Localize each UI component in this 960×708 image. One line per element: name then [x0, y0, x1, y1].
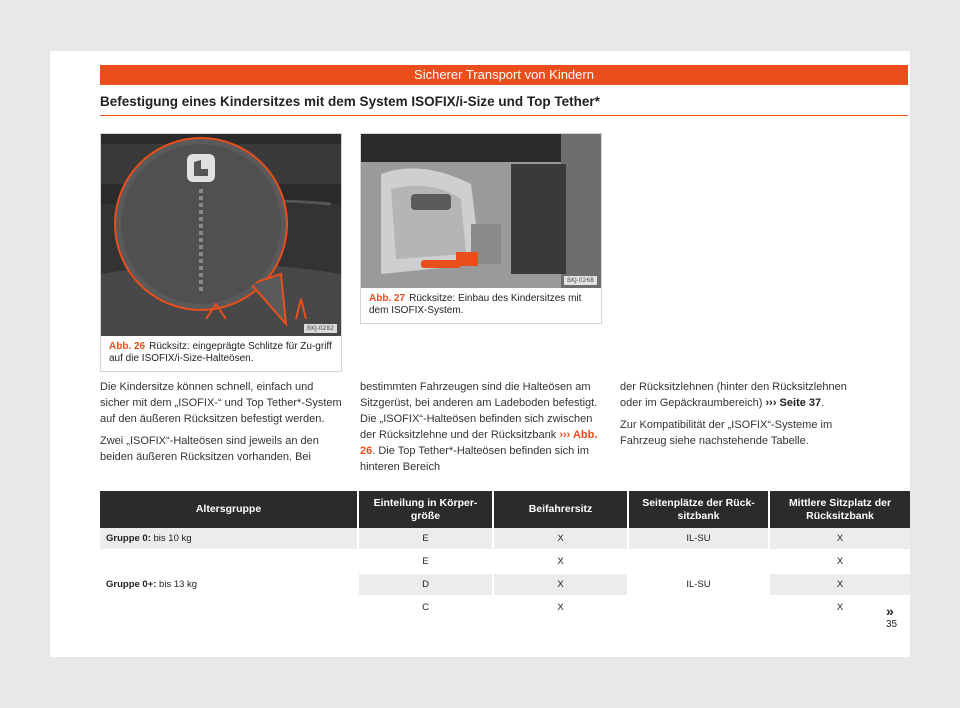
figure-label: Abb. 27 [369, 293, 406, 304]
figure-caption [361, 288, 601, 323]
table-cell: E [358, 550, 493, 573]
section-header: Sicherer Transport von Kindern [100, 65, 908, 85]
table-cell: C [358, 596, 493, 619]
figure-caption [101, 336, 341, 371]
table-row [100, 528, 910, 550]
text-column-2 [360, 379, 602, 481]
paragraph: der Rücksitzlehnen (hinter den Rücksitzlehnen oder im Gepäckraumbereich) ››› Seite 37. [620, 381, 847, 409]
table-cell: X [769, 528, 910, 550]
paragraph: bestimmten Fahrzeugen sind die Halteösen am Sitzgerüst, bei anderen am Ladeboden befestigt. Die „ISOFIX“-Halteösen befinden sich zwischen der Rücksitzlehne und der Rücksitzbank ››› Abb. 26. Die Top Tether*-Halteösen befinden sich im hinteren Bereich [360, 381, 598, 473]
table-header: Beifahrersitz [493, 491, 628, 528]
manual-page [50, 51, 910, 657]
table-cell: X [769, 550, 910, 573]
figure-code: BKJ-0282 [304, 324, 337, 333]
table-header: Altersgruppe [100, 491, 358, 528]
table-cell-group: Gruppe 0: bis 10 kg [100, 528, 358, 550]
figure-code: BKJ-0268 [564, 276, 597, 285]
page-reference-link[interactable]: ››› Seite 37 [765, 397, 822, 409]
table-header-row [100, 491, 910, 528]
table-cell: E [358, 528, 493, 550]
figure-26-image [101, 134, 341, 336]
table-cell: X [769, 596, 910, 619]
table-cell-group: Gruppe 0+: bis 13 kg [100, 550, 358, 619]
table-cell: X [769, 573, 910, 596]
paragraph: Zwei „ISOFIX“-Halteösen sind jeweils an den beiden äußeren Rücksitzen vorhanden. Bei [100, 435, 319, 463]
table-cell: X [493, 528, 628, 550]
figure-27-image [361, 134, 601, 288]
figure-reference-link[interactable]: ››› Abb. 26 [360, 429, 598, 457]
continue-marker: » [886, 603, 894, 619]
figure-caption-text: Rücksitz: eingeprägte Schlitze für Zu-griff auf die ISOFIX/i-Size-Halteösen. [109, 341, 332, 364]
figure-26 [100, 133, 342, 372]
paragraph: Die Kindersitze können schnell, einfach und sicher mit dem „ISOFIX-“ und Top Tether*-System auf den äußeren Rücksitzen befestigt werden. [100, 381, 342, 425]
table-cell: IL-SU [628, 528, 769, 550]
page-number: 35 [886, 619, 898, 630]
table-cell: D [358, 573, 493, 596]
isofix-compatibility-table [100, 491, 910, 620]
table-cell: X [493, 596, 628, 619]
table-header: Seitenplätze der Rück-sitzbank [628, 491, 769, 528]
text-column-3 [620, 379, 862, 455]
table-header: Einteilung in Körper-größe [358, 491, 493, 528]
paragraph: Zur Kompatibilität der „ISOFIX“-Systeme im Fahrzeug siehe nachstehende Tabelle. [620, 419, 833, 447]
table-row [100, 550, 910, 573]
figure-27 [360, 133, 602, 324]
table-cell: IL-SU [628, 550, 769, 619]
page-title: Befestigung eines Kindersitzes mit dem System ISOFIX/i-Size und Top Tether* [100, 94, 908, 116]
table-cell: X [493, 573, 628, 596]
text-column-1 [100, 379, 342, 471]
figure-caption-text: Rücksitze: Einbau des Kindersitzes mit dem ISOFIX-System. [369, 293, 582, 316]
figure-label: Abb. 26 [109, 341, 146, 352]
table-cell: X [493, 550, 628, 573]
table-header: Mittlere Sitzplatz der Rücksitzbank [769, 491, 910, 528]
